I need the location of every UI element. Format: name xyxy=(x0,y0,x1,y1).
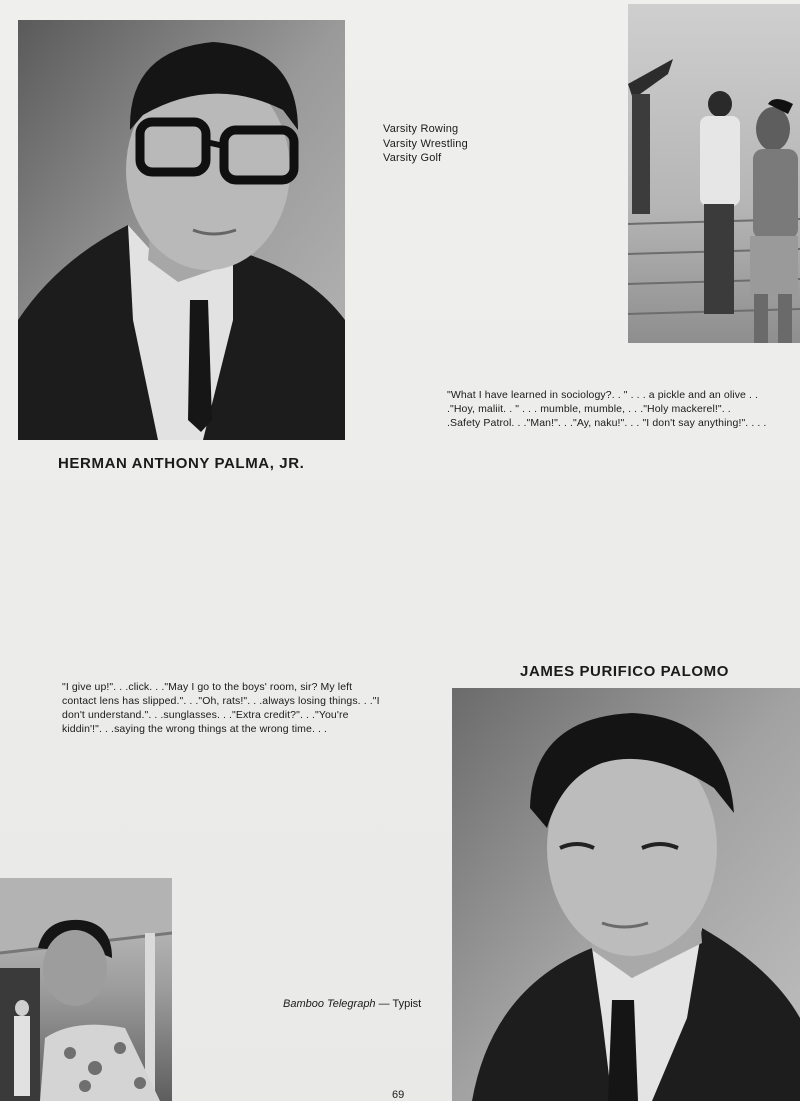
caption-role: — Typist xyxy=(375,998,422,1010)
activity-item: Varsity Wrestling xyxy=(383,137,468,150)
student-name-palma: HERMAN ANTHONY PALMA, JR. xyxy=(58,455,305,472)
caption-publication: Bamboo Telegraph xyxy=(283,998,376,1010)
page-number: 69 xyxy=(392,1089,405,1101)
activities-list-palma xyxy=(383,122,468,166)
quotes-palma: "What I have learned in sociology?. . " . . . a pickle and an olive . . ."Hoy, maliit. . " . . . mumble, mumble, . . ."Holy mackerel!". . .Safety Patrol. . ."Man!". . ."Ay, naku!". . . "I don't say anything!". . . . xyxy=(447,389,767,429)
typist-caption xyxy=(283,998,421,1010)
quotes-palomo: "I give up!". . .click. . ."May I go to the boys' room, sir? My left contact lens has slipped.". . ."Oh, rats!". . .always losing things. . ."I don't understand.". . .sunglasses. . ."Extra credit?". . ."You're kiddin'!". . .saying the wrong things at the wrong time. . . xyxy=(62,681,380,735)
rowing-photo xyxy=(628,4,800,343)
activity-item: Varsity Rowing xyxy=(383,123,459,135)
portrait-palomo xyxy=(452,688,800,1101)
portrait-palma xyxy=(18,20,345,440)
activity-item: Varsity Golf xyxy=(383,152,442,164)
typist-photo xyxy=(0,878,172,1101)
student-name-palomo: JAMES PURIFICO PALOMO xyxy=(520,663,729,680)
